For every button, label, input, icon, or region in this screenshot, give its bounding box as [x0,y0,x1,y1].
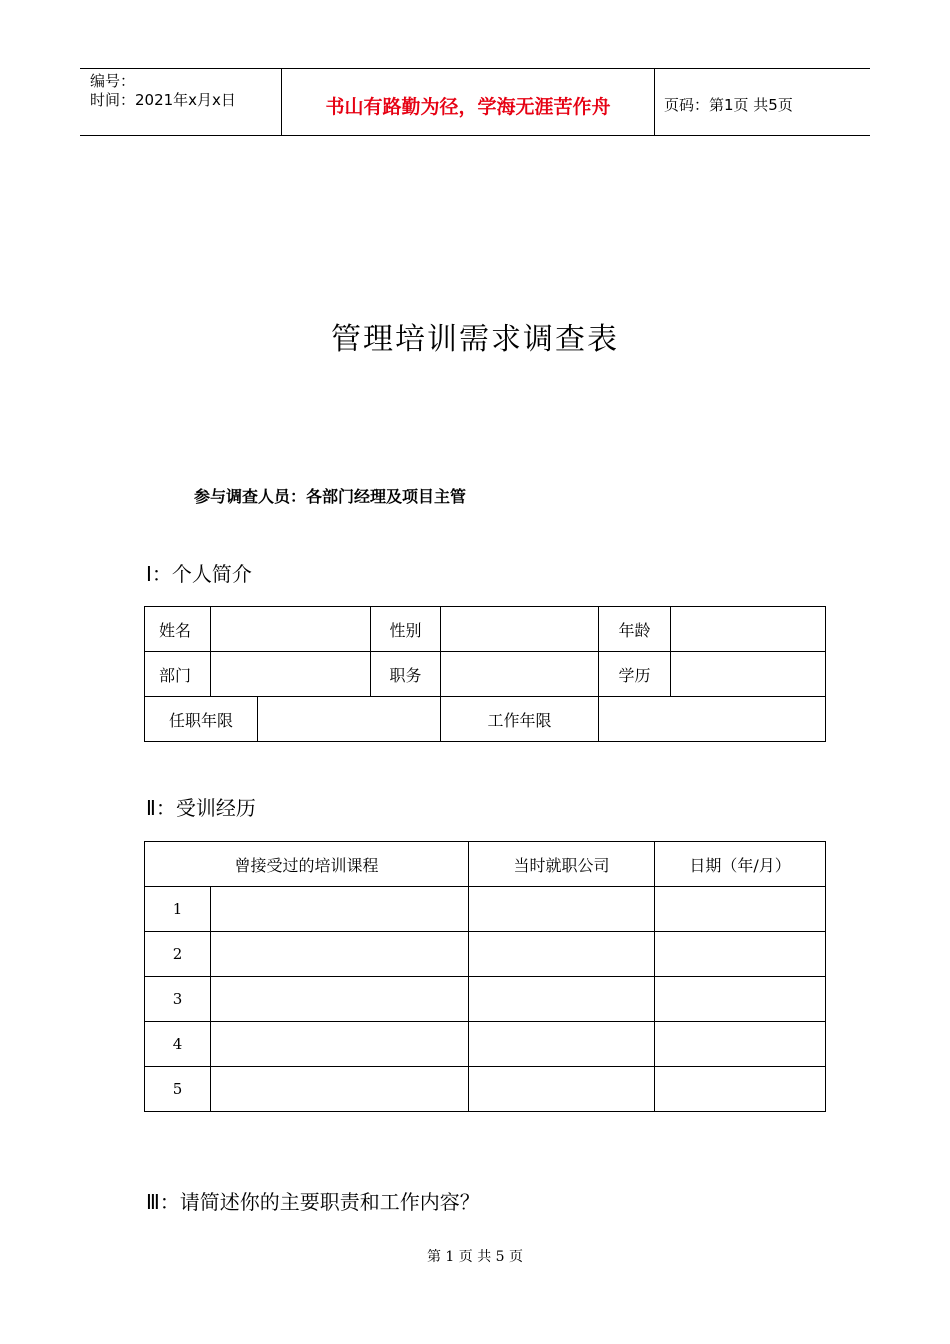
table-row [145,932,826,977]
document-title: 管理培训需求调查表 [331,322,619,357]
col-header-date: 日期（年/月） [655,842,826,887]
field-course[interactable] [211,1067,469,1112]
section-personal-heading: Ⅰ：个人简介 [146,562,252,586]
row-number: 5 [145,1067,211,1112]
label-position: 职务 [371,652,441,697]
header-code-label: 编号： [90,72,136,90]
row-number: 3 [145,977,211,1022]
label-name: 姓名 [145,607,211,652]
table-row [145,887,826,932]
field-date[interactable] [655,1067,826,1112]
field-company[interactable] [469,932,655,977]
participants-line: 参与调查人员：各部门经理及项目主管 [194,487,467,506]
field-course[interactable] [211,932,469,977]
label-work-years: 工作年限 [441,697,599,742]
field-department[interactable] [211,652,371,697]
label-gender: 性别 [371,607,441,652]
header-page-info: 页码：第1页 共5页 [664,96,793,114]
personal-row-1 [145,607,826,652]
field-date[interactable] [655,977,826,1022]
field-work-years[interactable] [599,697,826,742]
field-date[interactable] [655,887,826,932]
section-training-heading: Ⅱ：受训经历 [146,796,256,820]
label-tenure: 任职年限 [145,697,258,742]
field-course[interactable] [211,977,469,1022]
header-motto: 书山有路勤为径，学海无涯苦作舟 [325,96,611,118]
col-header-course: 曾接受过的培训课程 [145,842,469,887]
field-gender[interactable] [441,607,599,652]
label-education: 学历 [599,652,671,697]
personal-row-3 [145,697,826,742]
label-age: 年龄 [599,607,671,652]
field-date[interactable] [655,1022,826,1067]
section-duties-heading: Ⅲ：请简述你的主要职责和工作内容？ [146,1190,480,1214]
field-name[interactable] [211,607,371,652]
training-header-row [145,842,826,887]
personal-info-table [144,606,826,742]
page-footer: 第 1 页 共 5 页 [426,1249,524,1265]
field-date[interactable] [655,932,826,977]
field-company[interactable] [469,1067,655,1112]
field-age[interactable] [671,607,826,652]
field-position[interactable] [441,652,599,697]
field-course[interactable] [211,887,469,932]
header-top-rule [80,68,870,69]
field-company[interactable] [469,977,655,1022]
row-number: 2 [145,932,211,977]
field-company[interactable] [469,1022,655,1067]
training-history-table [144,841,826,1112]
header-date-label: 时间：2021年x月x日 [90,91,236,109]
table-row [145,1067,826,1112]
header-divider-right [654,68,655,136]
field-course[interactable] [211,1022,469,1067]
col-header-company: 当时就职公司 [469,842,655,887]
table-row [145,1022,826,1067]
field-education[interactable] [671,652,826,697]
label-department: 部门 [145,652,211,697]
field-tenure[interactable] [258,697,441,742]
row-number: 4 [145,1022,211,1067]
table-row [145,977,826,1022]
header-bottom-rule [80,135,870,136]
row-number: 1 [145,887,211,932]
personal-row-2 [145,652,826,697]
field-company[interactable] [469,887,655,932]
